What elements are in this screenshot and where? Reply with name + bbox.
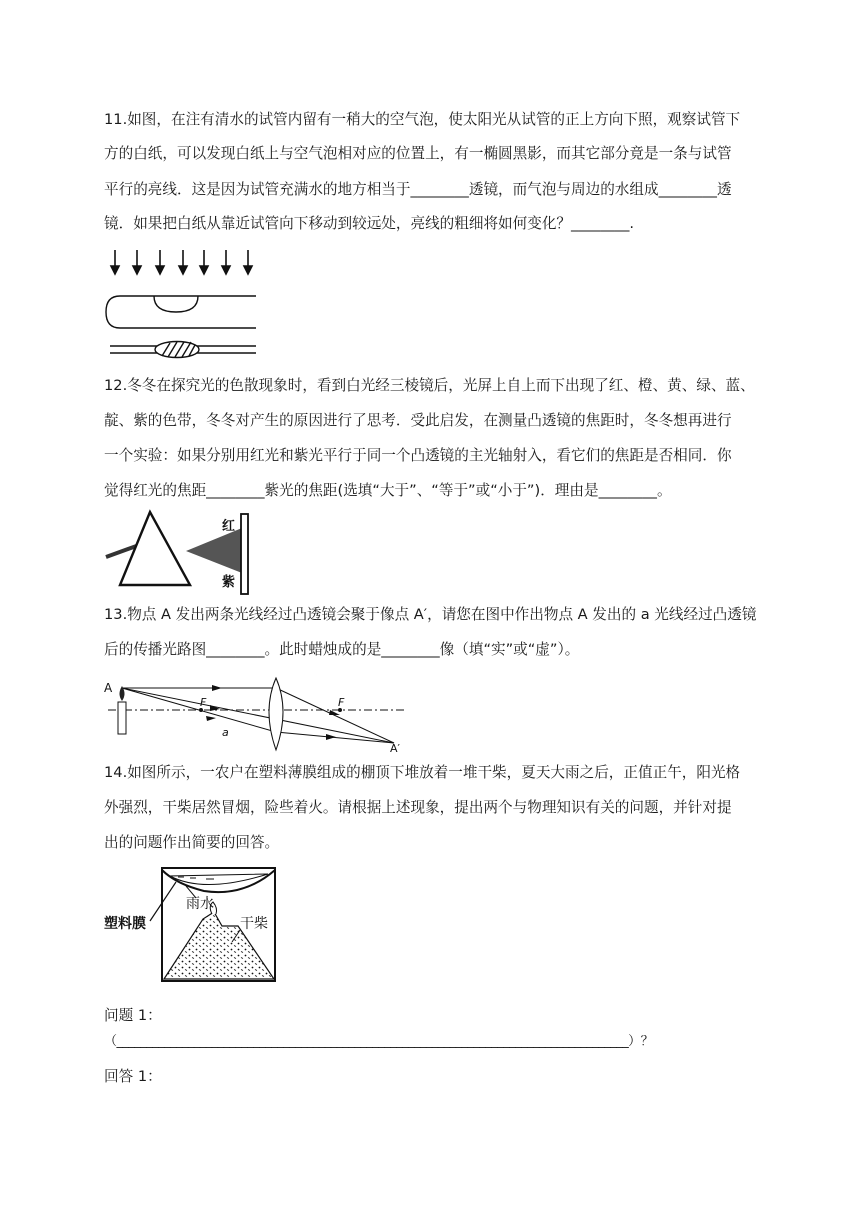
q12-line-1: 12.冬冬在探究光的色散现象时，看到白光经三棱镜后，光屏上自上而下出现了红、橙、黄、绿、蓝、 xyxy=(104,377,755,394)
film-label: 塑料膜 xyxy=(104,916,146,932)
paper-shadow xyxy=(110,342,256,358)
convex-lens xyxy=(269,678,283,750)
q13-line-1: 13.物点 A 发出两条光线经过凸透镜会聚于像点 A′，请您在图中作出物点 A 发出的 a 光线经过凸透镜 xyxy=(104,606,757,623)
sunlight-arrows xyxy=(111,250,252,274)
violet-label: 紫 xyxy=(222,575,236,590)
candle xyxy=(118,686,126,734)
focus-right-label: F xyxy=(338,696,345,709)
wood-label: 干柴 xyxy=(240,916,268,932)
q12-prism-figure xyxy=(104,508,254,596)
test-tube xyxy=(106,296,256,328)
object-point-label: A xyxy=(104,681,113,695)
q11-line-3: 平行的亮线．这是因为试管充满水的地方相当于________透镜，而气泡与周边的水组成________透 xyxy=(104,181,732,198)
ray-a-label: a xyxy=(222,726,229,739)
q13-lens-figure xyxy=(104,674,410,754)
focus-left-label: F xyxy=(200,696,207,709)
q11-line-4: 镜．如果把白纸从靠近试管向下移动到较远处，亮线的粗细将如何变化？________. xyxy=(104,215,635,232)
light-screen xyxy=(241,514,248,594)
q12-line-2: 靛、紫的色带，冬冬对产生的原因进行了思考．受此启发，在测量凸透镜的焦距时，冬冬想再进行 xyxy=(104,412,732,429)
answer-1-label: 回答 1： xyxy=(104,1068,162,1085)
q12-line-3: 一个实验：如果分别用红光和紫光平行于同一个凸透镜的主光轴射入，看它们的焦距是否相同．你 xyxy=(104,447,732,464)
q11-line-1: 11.如图，在注有清水的试管内留有一稍大的空气泡，使太阳光从试管的正上方向下照，观察试管下 xyxy=(104,111,741,128)
q13-line-2: 后的传播光路图________。此时蜡烛成的是________像（填“实”或“虚”）。 xyxy=(104,641,580,658)
q11-line-2: 方的白纸，可以发现白纸上与空气泡相对应的位置上，有一椭圆黑影，而其它部分竟是一条与试管 xyxy=(104,145,732,162)
q14-line-1: 14.如图所示，一农户在塑料薄膜组成的棚顶下堆放着一堆干柴，夏天大雨之后，正值正午，阳光格 xyxy=(104,764,741,781)
air-bubble xyxy=(154,296,198,312)
question-1-label: 问题 1： xyxy=(104,1007,162,1024)
q11-test-tube-figure xyxy=(104,246,260,360)
red-label: 红 xyxy=(222,519,236,534)
q14-line-2: 外强烈，干柴居然冒烟，险些着火。请根据上述现象，提出两个与物理知识有关的问题，并针对提 xyxy=(104,799,732,816)
q12-line-4: 觉得红光的焦距________紫光的焦距(选填“大于”、“等于”或“小于”)．理由是________。 xyxy=(104,482,672,499)
image-point-label: A′ xyxy=(390,742,401,754)
dispersed-band xyxy=(186,528,242,573)
q14-shed-figure xyxy=(104,864,284,984)
rain-label: 雨水 xyxy=(186,896,214,912)
q14-line-3: 出的问题作出简要的回答。 xyxy=(104,834,280,851)
question-1-blank: （______________________________________________________________________________________）？ xyxy=(104,1034,654,1049)
